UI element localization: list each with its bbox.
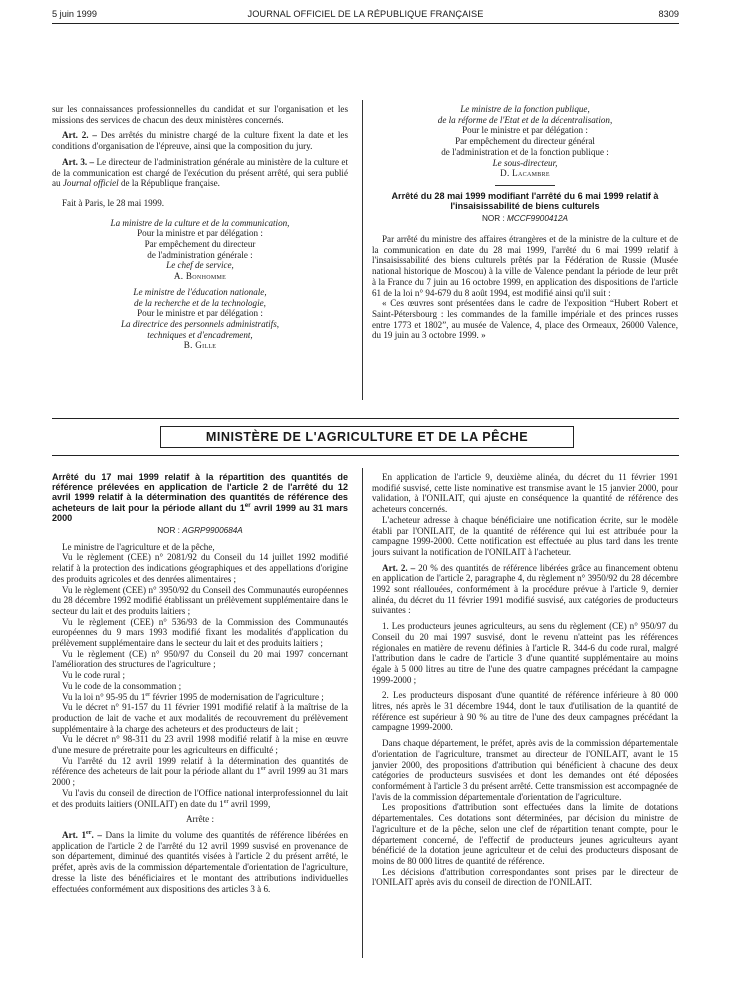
signatory-name: D. Lacambre [500,168,550,179]
top-left-column [52,104,348,351]
bottom-left-column [52,472,348,894]
decree-paragraph: Par arrêté du ministre des affaires étrangères et de la ministre de la culture et de la communication en date du 28 mai 1999, l'arrêté du 6 mai 1999 relatif à l'insaisissabilité des biens culturels prêtés par la Fédération de Russie (Musée national historique de Moscou) à la ville de Valence pendant la période de leur prêt à la France du 7 juin au 16 octobre 1999, en application des dispositions de l'article 61 de la loi n° 94-679 du 8 août 1994, est modifié ainsi qu'il suit : [372,234,678,298]
visa-ministre: Le ministre de l'agriculture et de la pêche, [62,541,215,552]
visa-item: Vu le règlement (CEE) n° 2081/92 du Conseil du 14 juillet 1992 modifié relatif à la protection des indications géographiques et des appellations d'origine des produits agricoles et des denrées alimentaires ; [52,552,348,584]
visa-item: Vu l'arrêté du 12 avril 1999 relatif à la détermination des quantités de référence des acheteurs de lait pour la période allant du 1er avril 1999 au 31 mars 2000 ; [52,755,348,788]
signatory-name: B. Gille [183,340,217,351]
article-label: Art. 2. – [382,562,416,573]
section-rule [495,185,555,186]
list-item: 1. Les producteurs jeunes agriculteurs, au sens du règlement (CE) n° 950/97 du Conseil du 20 mai 1997 susvisé, dont le revenu n'atteint pas les références régionales en matière de revenu définies à l'article R. 344-6 du code rural, malgré l'attribution dans le cadre de l'article 3 d'une quantité supplémentaire au moins égale à 5 000 litres au titre de l'une des quatre campagnes précédant la campagne 1999-2000 ; [372,621,678,685]
column-divider-bottom [362,468,363,958]
paragraph: Les décisions d'attribution correspondantes sont prises par le directeur de l'ONILAIT après avis du conseil de direction de l'ONILAIT. [372,866,678,888]
list-item: 2. Les producteurs disposant d'une quantité de référence inférieure à 80 000 litres, nés après le 31 décembre 1944, dont le taux d'utilisation de la quantité de référence est supérieur à 90 % au titre de l'une des deux campagnes précédant la campagne 1999-2000. [372,690,678,733]
paragraph: Les propositions d'attribution sont effectuées dans la limite de dotations départementales. Ces dotations sont déterminées, par décision du ministre de l'agriculture et de la pêche, selon une clef de répartition tenant compte, pour le département concerné, de l'effectif de producteurs jeunes agriculteurs ayant bénéficié de la dotation jeune agriculteur et de celui des producteurs disposant de moins de 80 000 litres de quantité de référence. [372,802,678,866]
paragraph: L'acheteur adresse à chaque bénéficiaire une notification écrite, sur le modèle établi par l'ONILAIT, de la quantité de référence qui lui est attribuée pour la campagne 1999-2000. Cette notification est effectuée au plus tard dans les trente jours suivant la notification de l'ONILAIT à l'acheteur. [372,514,678,557]
header-page-number: 8309 [658,9,679,19]
signature-block-education: Le ministre de l'éducation nationale, de la recherche et de la technologie, Pour le ministre et par délégation : La directrice des personnels administratifs, techniques et d'encadrement, B. Gille [52,287,348,351]
article-1: Art. 1er. – Dans la limite du volume des quantités de référence libérées en application de l'article 2 de l'arrêté du 12 avril 1999 susvisé en provenance de son département, diminué des quantités visées à l'article 2 du présent arrêté, le préfet, après avis de la commission départementale d'orientation de l'agriculture, dresse la liste des bénéficiaires et le montant des attributions individuelles effectuées conformément aux dispositions des articles 3 à 6. [52,828,348,894]
ministry-banner: MINISTÈRE DE L'AGRICULTURE ET DE LA PÊCHE [160,426,574,448]
section-rule-above-banner [52,418,679,419]
top-right-column [372,104,678,341]
decree-title: Arrêté du 28 mai 1999 modifiant l'arrêté du 6 mai 1999 relatif à l'insaisissabilité de biens culturels [391,190,659,212]
visa-item: Vu le code de la consommation ; [62,680,182,691]
column-divider-top [362,100,363,400]
section-rule-below-banner [52,455,679,456]
decree-title: Arrêté du 17 mai 1999 relatif à la répartition des quantités de référence prélevées en application de l'article 2 de l'arrêté du 12 avril 1999 relatif à la détermination des quantités de référence des acheteurs de lait pour la période allant du 1er avril 1999 au 31 mars 2000 [52,472,348,523]
article-2: Art. 2. – 20 % des quantités de référence libérées grâce au financement obtenu en application de l'article 2, paragraphe 4, du règlement n° 3950/92 du 28 décembre 1992 sont réallouées, conformément à la procédure prévue à l'article 9, dernier alinéa, du décret du 11 février 1991 modifié susvisé, aux catégories de producteurs suivantes : [372,562,678,616]
article-label: Art. 3. – [62,156,95,167]
header-journal-title: JOURNAL OFFICIEL DE LA RÉPUBLIQUE FRANÇAISE [247,9,484,19]
visa-item: Vu l'avis du conseil de direction de l'Office national interprofessionnel du lait et des produits laitiers (ONILAIT) en date du 1er avril 1999, [52,787,348,809]
visa-item: Vu le règlement (CE) n° 950/97 du Conseil du 20 mai 1997 concernant l'amélioration des structures de l'agriculture ; [52,648,348,670]
header-date: 5 juin 1999 [52,9,97,19]
visa-item: Vu la loi n° 95-95 du 1er février 1995 de modernisation de l'agriculture ; [62,690,324,702]
running-header [52,9,679,21]
article-label: Art. 1er. – [62,828,102,840]
paragraph: En application de l'article 9, deuxième alinéa, du décret du 11 février 1991 modifié susvisé, cette liste nominative est transmise avant le 15 janvier 2000, pour validation, à l'ONILAIT, qui ajuste en conséquence la quantité de référence des acheteurs concernés. [372,472,678,515]
decree-quote: « Ces œuvres sont présentées dans le cadre de l'exposition “Hubert Robert et Saint-Pétersbourg : les commandes de la famille impériale et des princes russes entre 1773 et 1802”, au musée de Valence, 4, place des Ormeaux, 26000 Valence, du 19 juin au 3 octobre 1999. » [372,298,678,341]
nor-reference: NOR : AGRP9900684A [157,526,243,536]
visa-item: Vu le décret n° 98-311 du 23 avril 1998 modifié relatif à la mise en œuvre d'une mesure de préretraite pour les agriculteurs en difficulté ; [52,734,348,756]
article-label: Art. 2. – [62,130,97,141]
signature-block-culture: La ministre de la culture et de la communication, Pour la ministre et par délégation : Par empêchement du directeur de l'administration générale : Le chef de service, A. Bonhomme [52,218,348,282]
header-rule [52,23,679,24]
arrete-heading: Arrête : [185,814,215,825]
signature-block-fonction-publique: Le ministre de la fonction publique, de la réforme de l'Etat et de la décentralisation, Pour le ministre et par délégation : Par empêchement du directeur général de l'administration et de la fonction publique : Le sous-directeur, D. Lacambre [372,104,678,179]
visa-item: Vu le règlement (CEE) n° 3950/92 du Conseil des Communautés européennes du 28 décembre 1992 modifié établissant un prélèvement supplémentaire dans le secteur du lait et des produits laitiers ; [52,584,348,616]
fait-a-paris: Fait à Paris, le 28 mai 1999. [62,197,165,208]
article-2: Art. 2. – Des arrêtés du ministre chargé de la culture fixent la date et les conditions d'organisation de l'épreuve, ainsi que la composition du jury. [52,130,348,152]
visa-item: Vu le code rural ; [62,670,126,681]
nor-reference: NOR : MCCF9900412A [481,214,568,224]
paragraph: Dans chaque département, le préfet, après avis de la commission départementale d'orientation de l'agriculture, transmet au directeur de l'ONILAIT, avant le 15 janvier 2000, des propositions d'attribution qui bénéficient à chacune des deux catégories de producteurs susvisées et dont les demandes ont été déposées conformément à l'article 3 du présent arrêté. Cette transmission est accompagnée de l'avis de la commission départementale d'orientation de l'agriculture. [372,738,678,802]
bottom-right-column [372,472,678,888]
signatory-name: A. Bonhomme [173,271,227,282]
article-3: Art. 3. – Le directeur de l'administration générale au ministère de la culture et de la communication est chargé de l'exécution du présent arrêté, qui sera publié au Journal officiel de la République française. [52,156,348,189]
paragraph-continued: sur les connaissances professionnelles du candidat et sur l'organisation et les missions des services de chacun des deux ministères concernés. [52,104,348,125]
visa-item: Vu le règlement (CEE) n° 536/93 de la Commission des Communautés européennes du 9 mars 1993 modifié fixant les modalités d'application du prélèvement supplémentaire dans le secteur du lait et des produits laitiers ; [52,616,348,649]
visa-item: Vu le décret n° 91-157 du 11 février 1991 modifié relatif à la maîtrise de la production de lait de vache et aux modalités de recouvrement du prélèvement supplémentaire à la charge des acheteurs et des producteurs de lait ; [52,702,348,734]
